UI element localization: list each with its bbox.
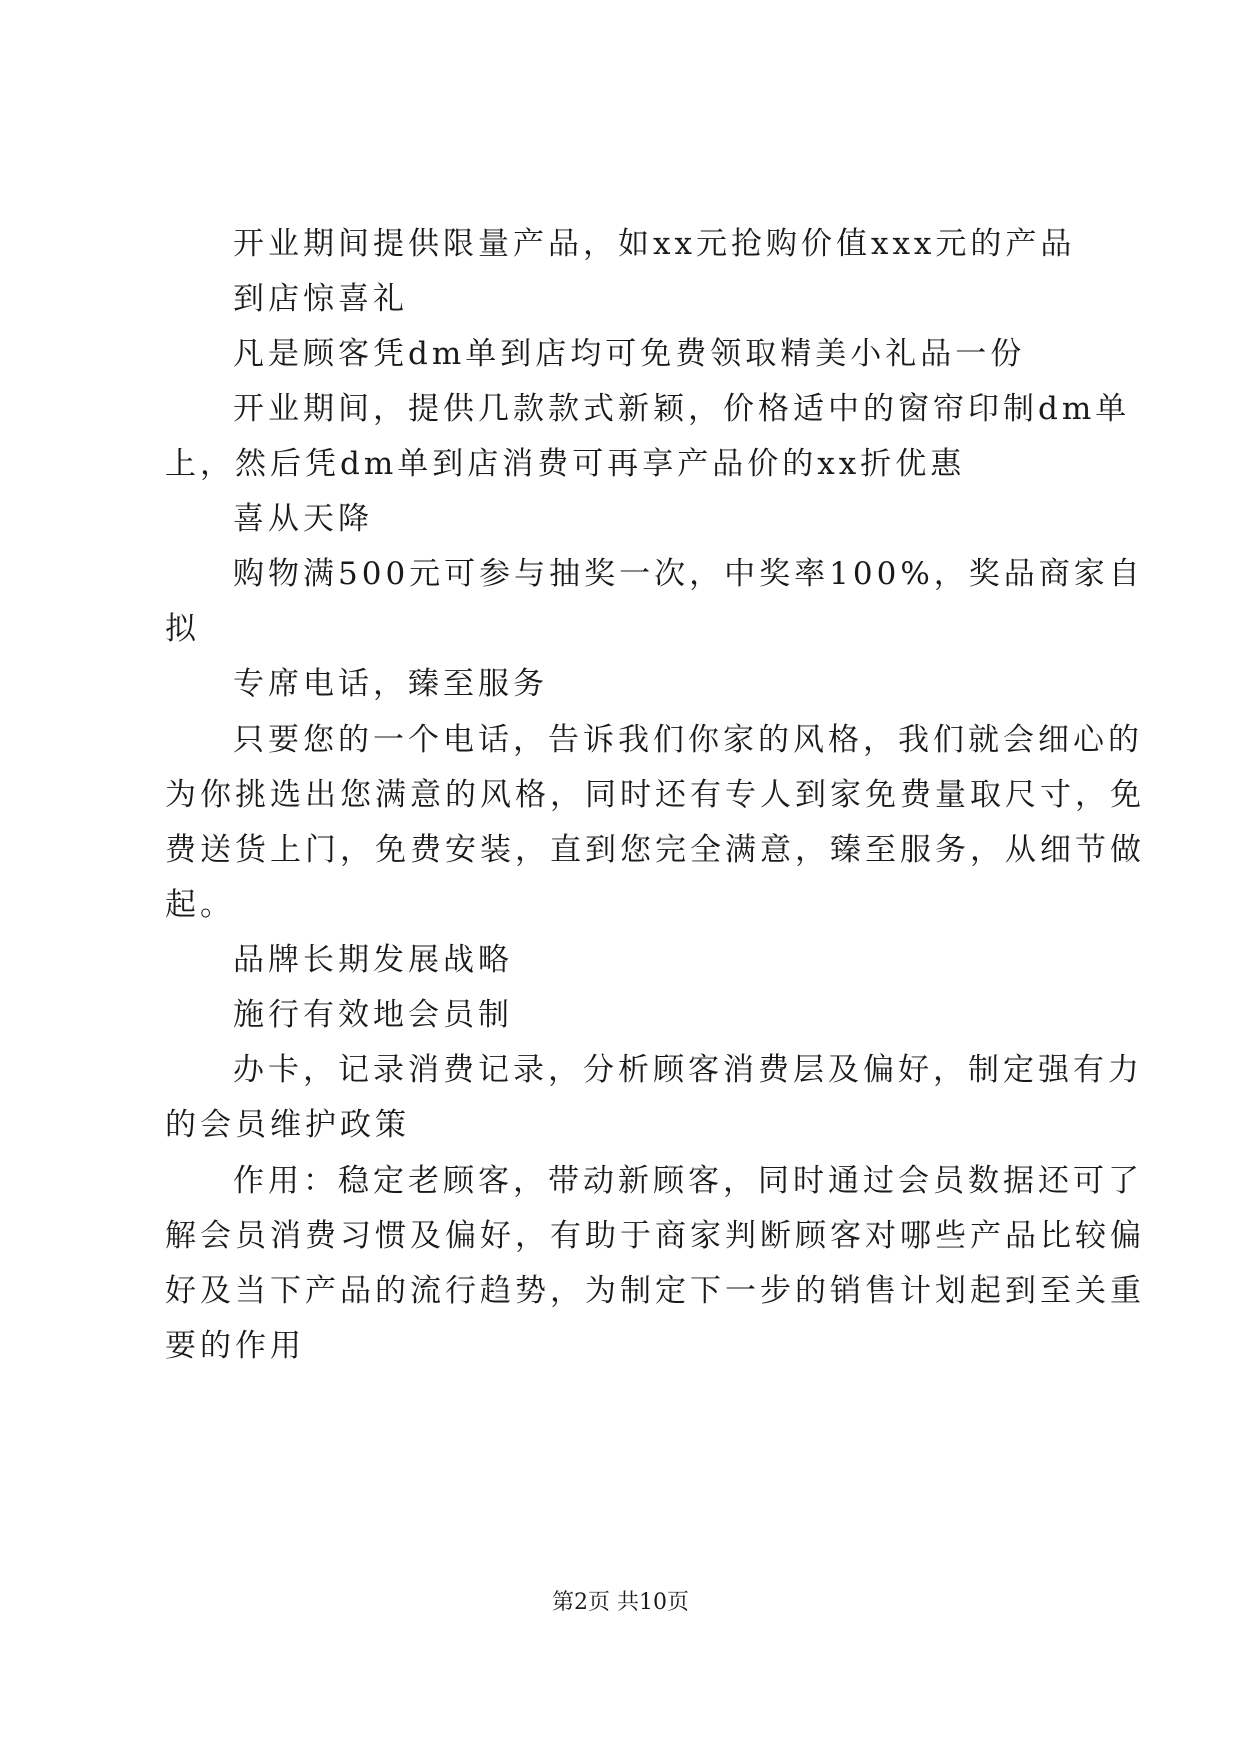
text-line: 开业期间，提供几款款式新颖，价格适中的窗帘印制dm单 [233,391,1131,427]
text-line: 起。 [165,887,235,923]
text-line: 办卡，记录消费记录，分析顾客消费层及偏好，制定强有力 [233,1052,1143,1088]
text-line: 开业期间提供限量产品，如xx元抢购价值xxx元的产品 [233,226,1076,262]
text-line: 好及当下产品的流行趋势，为制定下一步的销售计划起到至关重 [165,1273,1145,1309]
text-line: 专席电话，臻至服务 [233,666,548,702]
text-line: 为你挑选出您满意的风格，同时还有专人到家免费量取尺寸，免 [165,777,1145,813]
text-line: 品牌长期发展战略 [233,942,513,978]
text-line: 只要您的一个电话，告诉我们你家的风格，我们就会细心的 [233,722,1143,758]
text-line: 作用：稳定老顾客，带动新顾客，同时通过会员数据还可了 [233,1163,1143,1199]
text-line: 费送货上门，免费安装，直到您完全满意，臻至服务，从细节做 [165,832,1145,868]
text-line: 购物满500元可参与抽奖一次，中奖率100%，奖品商家自 [233,556,1144,592]
text-line: 解会员消费习惯及偏好，有助于商家判断顾客对哪些产品比较偏 [165,1218,1145,1254]
page-number-footer: 第2页 共10页 [552,1590,689,1615]
text-line: 要的作用 [165,1328,305,1364]
text-line: 凡是顾客凭dm单到店均可免费领取精美小礼品一份 [233,336,1026,372]
text-line: 喜从天降 [233,501,373,537]
text-line: 拟 [165,611,200,647]
text-line: 的会员维护政策 [165,1107,410,1143]
text-line: 上，然后凭dm单到店消费可再享产品价的xx折优惠 [165,446,966,482]
text-line: 施行有效地会员制 [233,997,513,1033]
text-line: 到店惊喜礼 [233,281,408,317]
